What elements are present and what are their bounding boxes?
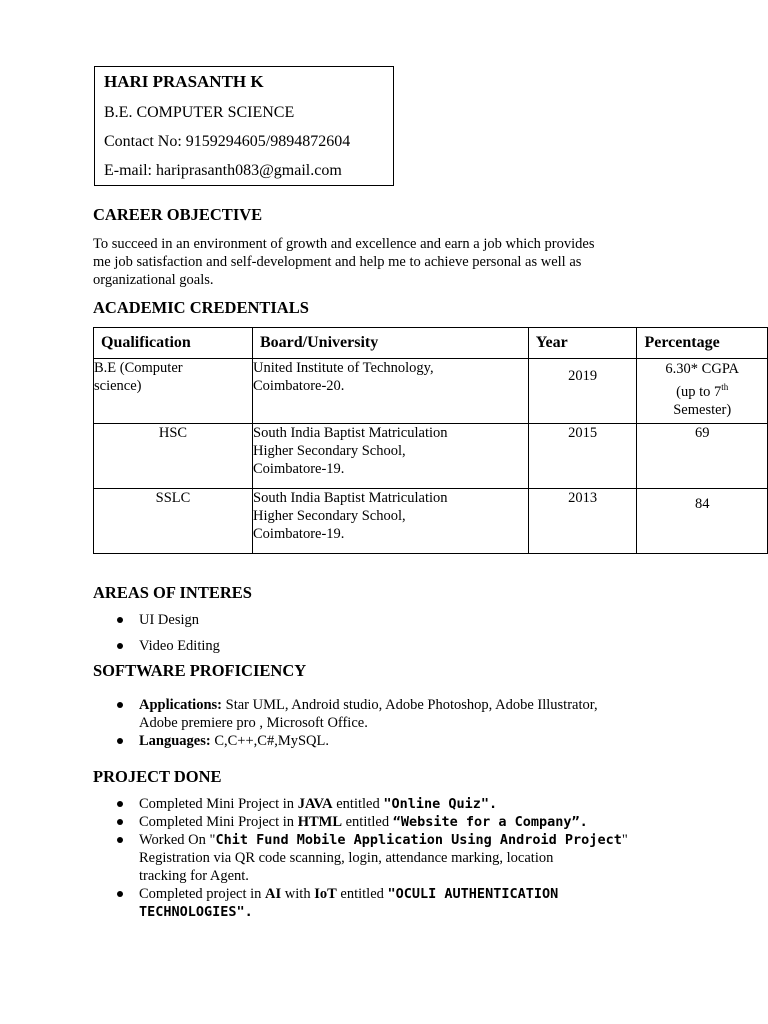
board-text: South India Baptist Matriculation [253, 490, 448, 506]
academic-credentials-table [93, 327, 768, 554]
board-cell [253, 424, 529, 489]
objective-line-3: organizational goals. [93, 272, 214, 288]
contact-header-box [94, 66, 394, 186]
bullet-icon [117, 738, 123, 744]
project-tech: AI [265, 886, 282, 902]
board-text: Coimbatore-19. [253, 526, 345, 542]
project-text: entitled [332, 796, 384, 812]
project-text: Worked On " [139, 832, 216, 848]
board-text: South India Baptist Matriculation [253, 425, 448, 441]
list-item [93, 637, 220, 655]
degree-line: B.E. COMPUTER SCIENCE [104, 104, 295, 121]
applications-label: Applications: [139, 697, 222, 713]
project-text: entitled [342, 814, 393, 830]
project-text: Completed project in [139, 886, 266, 902]
qualification-text: B.E (Computer [94, 360, 183, 376]
software-list [93, 696, 713, 750]
board-text: Coimbatore-19. [253, 461, 345, 477]
year-cell: 2013 [528, 489, 637, 554]
project-tech: IoT [314, 886, 337, 902]
contact-number: Contact No: 9159294605/9894872604 [104, 133, 351, 150]
percentage-text: 6.30* CGPA [665, 361, 740, 377]
project-title: “Website for a Company”. [392, 814, 588, 830]
column-header-qualification: Qualification [94, 328, 253, 359]
list-item [93, 732, 713, 750]
board-text: Higher Secondary School, [253, 443, 406, 459]
project-title: TECHNOLOGIES". [139, 904, 253, 920]
career-objective-text [93, 235, 693, 289]
bullet-icon [117, 819, 123, 825]
project-title: "OCULI AUTHENTICATION [387, 886, 559, 902]
percentage-text [637, 378, 767, 401]
column-header-board: Board/University [253, 328, 529, 359]
areas-of-interest-heading: AREAS OF INTERES [93, 583, 252, 602]
board-cell [253, 359, 529, 424]
bullet-icon [117, 643, 123, 649]
project-title: "Online Quiz". [383, 796, 498, 812]
list-item [93, 696, 713, 732]
year-cell: 2015 [528, 424, 637, 489]
project-title: Chit Fund Mobile Application Using Android Project [215, 832, 622, 848]
bullet-icon [117, 891, 123, 897]
list-item [93, 885, 713, 921]
languages-label: Languages: [139, 733, 211, 749]
table-row [94, 359, 768, 424]
percentage-cell: 69 [637, 424, 768, 489]
project-tech: JAVA [297, 796, 333, 812]
year-cell: 2019 [528, 359, 637, 424]
languages-text: C,C++,C#,MySQL. [210, 733, 329, 749]
board-text: United Institute of Technology, [253, 360, 434, 376]
project-tech: HTML [297, 814, 342, 830]
project-text: entitled [336, 886, 388, 902]
column-header-year: Year [528, 328, 637, 359]
qualification-text: science) [94, 378, 142, 394]
applications-text: Adobe premiere pro , Microsoft Office. [139, 715, 368, 731]
email-address: E-mail: hariprasanth083@gmail.com [104, 162, 342, 179]
interest-text: Video Editing [139, 638, 220, 654]
column-header-percentage: Percentage [637, 328, 768, 359]
objective-line-2: me job satisfaction and self-development and help me to achieve personal as well as [93, 254, 582, 270]
table-row [94, 424, 768, 489]
bullet-icon [117, 837, 123, 843]
list-item [93, 795, 713, 813]
project-text: Completed Mini Project in [139, 814, 298, 830]
bullet-icon [117, 702, 123, 708]
qualification-cell: SSLC [94, 489, 253, 554]
career-objective-heading: CAREER OBJECTIVE [93, 205, 263, 224]
board-text: Coimbatore-20. [253, 378, 345, 394]
list-item [93, 611, 220, 629]
bullet-icon [117, 617, 123, 623]
percentage-text-part: (up to 7 [676, 383, 722, 400]
applications-text: Star UML, Android studio, Adobe Photoshop, Adobe Illustrator, [222, 697, 598, 713]
list-item [93, 831, 713, 885]
project-text: with [281, 886, 315, 902]
board-text: Higher Secondary School, [253, 508, 406, 524]
percentage-cell [637, 359, 768, 424]
interests-list [93, 611, 220, 655]
bullet-icon [117, 801, 123, 807]
table-row [94, 489, 768, 554]
interest-text: UI Design [139, 612, 200, 628]
projects-heading: PROJECT DONE [93, 767, 222, 786]
qualification-cell [94, 359, 253, 424]
board-cell [253, 489, 529, 554]
project-description: Registration via QR code scanning, login, attendance marking, location [139, 850, 554, 866]
list-item [93, 813, 713, 831]
ordinal-suffix: th [721, 382, 729, 392]
project-text: " [621, 832, 628, 848]
percentage-text: Semester) [673, 401, 732, 418]
table-header-row [94, 328, 768, 359]
candidate-name: HARI PRASANTH K [104, 72, 264, 91]
objective-line-1: To succeed in an environment of growth and excellence and earn a job which provides [93, 236, 595, 252]
academic-credentials-heading: ACADEMIC CREDENTIALS [93, 298, 309, 317]
software-proficiency-heading: SOFTWARE PROFICIENCY [93, 661, 307, 680]
project-text: Completed Mini Project in [139, 796, 298, 812]
percentage-cell: 84 [637, 489, 768, 554]
project-description: tracking for Agent. [139, 868, 249, 884]
qualification-cell: HSC [94, 424, 253, 489]
projects-list [93, 795, 713, 921]
